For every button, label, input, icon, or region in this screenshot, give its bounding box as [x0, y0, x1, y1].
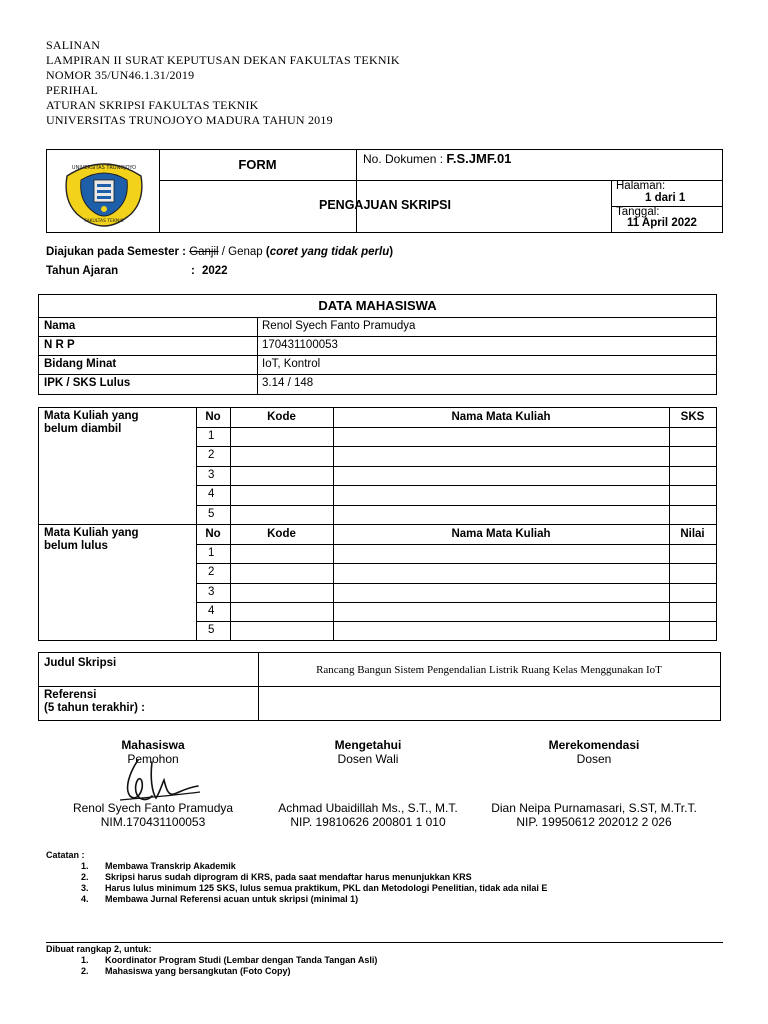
page-label: Halaman: [616, 180, 666, 192]
signature-id: NIP. 19810626 200801 1 010 [290, 815, 446, 829]
judul-skripsi-table [38, 652, 721, 721]
judul-value: Rancang Bangun Sistem Pengendalian Listrik Ruang Kelas Menggunakan IoT [316, 664, 662, 676]
referensi-label-line1: Referensi [44, 689, 97, 701]
signature-subrole: Dosen [576, 752, 612, 766]
catatan-item: 1. Membawa Transkrip Akademik [91, 861, 726, 872]
signature-name: Renol Syech Fanto Pramudya [72, 801, 234, 815]
value-nrp: 170431100053 [262, 339, 338, 351]
catatan-section [46, 850, 726, 905]
label-ipk-sks: IPK / SKS Lulus [44, 377, 131, 389]
row-number: 2 [208, 566, 215, 578]
row-number: 3 [208, 586, 215, 598]
semester-note: coret yang tidak perlu [269, 246, 390, 258]
header-line: LAMPIRAN II SURAT KEPUTUSAN DEKAN FAKULTAS TEKNIK [46, 53, 400, 67]
row-number: 4 [208, 605, 215, 617]
header-nama-mata-kuliah: Nama Mata Kuliah [451, 411, 551, 423]
signature-merekomendasi-name-block [477, 801, 711, 829]
row-number: 5 [208, 508, 215, 520]
catatan-item: 4. Membawa Jurnal Referensi acuan untuk skripsi (minimal 1) [91, 894, 726, 905]
mk-belum-lulus-label-line1: Mata Kuliah yang [44, 527, 139, 539]
date-value: 11 April 2022 [627, 217, 697, 229]
signature-mengetahui-name-block [262, 801, 474, 829]
signature-role: Mengetahui [334, 738, 402, 752]
catatan-item: 2. Skripsi harus sudah diprogram di KRS, pada saat mendaftar harus menunjukkan KRS [91, 872, 726, 883]
logo-bottom-text: FAKULTAS TEKNIK [84, 219, 124, 224]
catatan-label: Catatan : [46, 850, 85, 860]
label-nrp: N R P [44, 339, 75, 351]
signature-merekomendasi [477, 738, 711, 766]
doc-label: No. Dokumen : [363, 152, 444, 166]
row-number: 1 [208, 547, 215, 559]
signature-id: NIM.170431100053 [100, 815, 206, 829]
label-bidang-minat: Bidang Minat [44, 358, 117, 370]
header-line: SALINAN [46, 38, 101, 52]
form-header-table [46, 149, 723, 233]
signature-mengetahui [262, 738, 474, 766]
referensi-label-line2: (5 tahun terakhir) : [44, 702, 145, 714]
doc-number-field [363, 151, 511, 166]
row-number: 1 [208, 430, 215, 442]
signature-subrole: Pemohon [127, 752, 179, 766]
rangkap-item: 1. Koordinator Program Studi (Lembar dengan Tanda Tangan Asli) [91, 955, 726, 966]
row-number: 5 [208, 624, 215, 636]
value-nama: Renol Syech Fanto Pramudya [262, 320, 416, 332]
semester-paren-close: ) [389, 246, 394, 258]
form-label: FORM [238, 157, 277, 172]
signature-name: Achmad Ubaidillah Ms., S.T., M.T. [278, 801, 458, 815]
mk-belum-diambil-label-line2: belum diambil [44, 423, 122, 435]
rangkap-label: Dibuat rangkap 2, untuk: [46, 944, 152, 954]
semester-option-genap: / Genap [218, 246, 266, 258]
header-no: No [205, 528, 221, 540]
date-label: Tanggal: [616, 206, 660, 218]
semester-paren-open: ( [265, 246, 270, 258]
data-mahasiswa-title: DATA MAHASISWA [318, 298, 437, 313]
header-line: ATURAN SKRIPSI FAKULTAS TEKNIK [46, 98, 259, 112]
value-ipk-sks: 3.14 / 148 [262, 377, 314, 389]
signature-role: Mahasiswa [121, 738, 185, 752]
header-line: PERIHAL [46, 83, 99, 97]
label-nama: Nama [44, 320, 76, 332]
judul-label: Judul Skripsi [44, 657, 117, 669]
rangkap-item: 2. Mahasiswa yang bersangkutan (Foto Copy) [91, 966, 726, 977]
header-nilai: Nilai [680, 528, 705, 540]
semester-label: Diajukan pada Semester : [46, 246, 186, 258]
data-mahasiswa-table [38, 294, 717, 395]
header-block [46, 38, 400, 128]
signature-id: NIP. 19950612 202012 2 026 [516, 815, 672, 829]
tahun-value: 2022 [202, 265, 228, 277]
header-line: UNIVERSITAS TRUNOJOYO MADURA TAHUN 2019 [46, 113, 333, 127]
signature-name: Dian Neipa Purnamasari, S.ST, M.Tr.T. [491, 801, 697, 815]
header-kode: Kode [267, 411, 296, 423]
header-line: NOMOR 35/UN46.1.31/2019 [46, 68, 195, 82]
signature-subrole: Dosen Wali [337, 752, 399, 766]
row-number: 3 [208, 469, 215, 481]
rangkap-section [46, 944, 726, 977]
header-no: No [205, 411, 221, 423]
page-value: 1 dari 1 [645, 192, 686, 204]
mk-belum-lulus-label [44, 527, 139, 553]
university-logo [61, 154, 147, 228]
semester-line [46, 246, 393, 258]
header-sks: SKS [680, 411, 705, 423]
mk-belum-diambil-label-line1: Mata Kuliah yang [44, 410, 139, 422]
row-number: 4 [208, 488, 215, 500]
referensi-label [44, 689, 145, 715]
semester-option-ganjil: Ganjil [189, 246, 219, 258]
tahun-colon: : [191, 265, 195, 277]
doc-number: F.S.JMF.01 [446, 151, 512, 166]
header-kode: Kode [267, 528, 296, 540]
header-nama-mata-kuliah: Nama Mata Kuliah [451, 528, 551, 540]
signature-mahasiswa-name-block [58, 801, 248, 829]
form-title: PENGAJUAN SKRIPSI [319, 198, 451, 212]
mk-belum-diambil-label [44, 410, 139, 436]
signature-role: Merekomendasi [548, 738, 640, 752]
row-number: 2 [208, 449, 215, 461]
mk-belum-lulus-label-line2: belum lulus [44, 540, 108, 552]
logo-top-text: UNIVERSITAS TRUNOJOYO [71, 165, 137, 171]
value-bidang-minat: IoT, Kontrol [262, 358, 321, 370]
tahun-label: Tahun Ajaran [46, 265, 119, 277]
mata-kuliah-table [38, 407, 717, 641]
catatan-item: 3. Harus lulus minimum 125 SKS, lulus semua praktikum, PKL dan Metodologi Penelitian, tidak ada nilai E [91, 883, 726, 894]
footer-divider [46, 942, 723, 943]
